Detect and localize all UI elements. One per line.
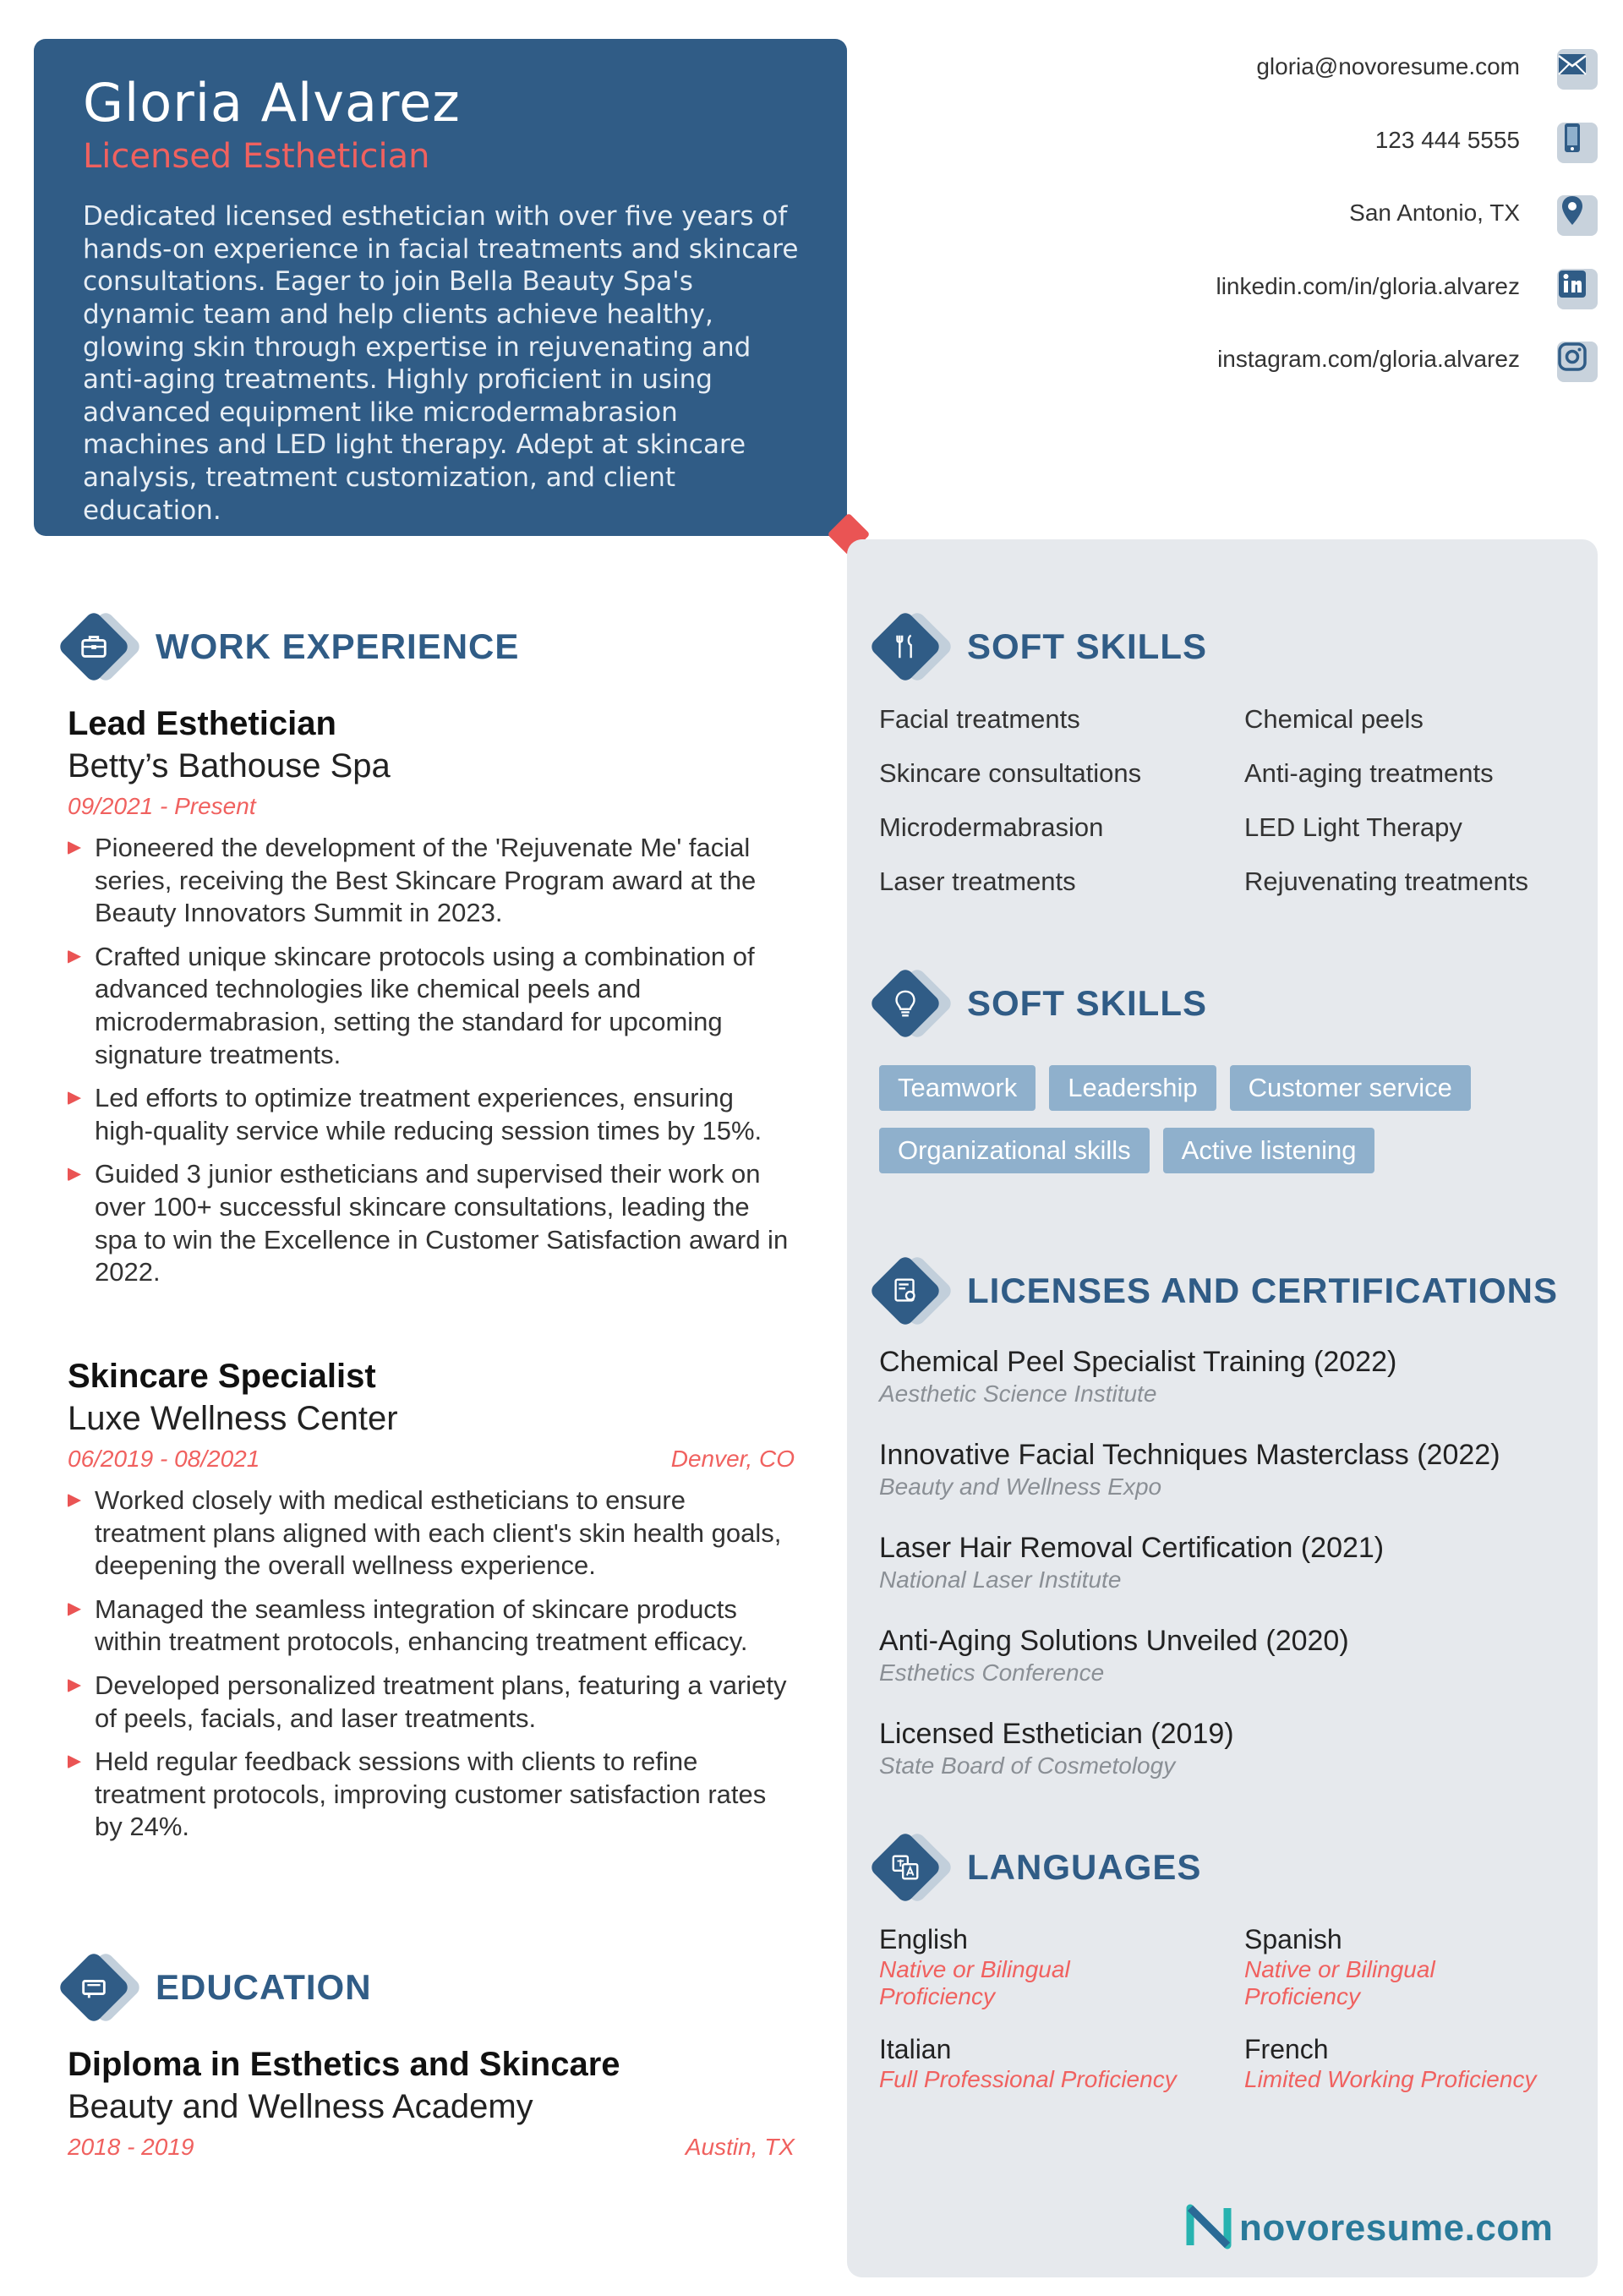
skills-heading [867,609,1207,685]
education-entry [68,2044,795,2161]
job-title: Skincare Specialist [68,1358,376,1395]
certification-name: Anti-Aging Solutions Unveiled (2020) [879,1625,1349,1657]
skills-list [879,702,1572,899]
header-card [34,39,847,536]
certifications-title: LICENSES AND CERTIFICATIONS [967,1271,1559,1310]
language-name: Italian [879,2034,952,2064]
contact-phone-text[interactable]: 123 444 5555 [1374,126,1520,153]
certifications-list [879,1344,1572,1809]
contact-email [904,30,1598,104]
job-entry-1 [68,703,795,1300]
education-degree: Diploma in Esthetics and Skincare [68,2046,620,2083]
skill-item: Laser treatments [879,866,1076,896]
candidate-name: Gloria Alvarez [83,72,461,134]
work-experience-heading [56,609,519,685]
lightbulb-icon [867,965,960,1041]
language-name: English [879,1924,968,1954]
skill-item: Microdermabrasion [879,812,1104,842]
certification-item [879,1716,1572,1780]
job-company: Betty’s Bathouse Spa [68,747,391,784]
skill-tag: Active listening [1163,1128,1375,1173]
briefcase-icon [56,609,149,685]
skill-item: Rejuvenating treatments [1244,866,1529,896]
job-bullets [68,1484,795,1844]
list-item: Held regular feedback sessions with clients to refine treatment protocols, improving customer satisfaction rates by 24%. [68,1746,795,1844]
skill-tag: Teamwork [879,1065,1036,1111]
phone-icon [1552,118,1598,163]
language-level: Full Professional Proficiency [879,2066,1177,2092]
certifications-heading [867,1253,1558,1329]
list-item: Led efforts to optimize treatment experiences, ensuring high-quality service while reducing session times by 15%. [68,1082,795,1147]
list-item: Worked closely with medical estheticians to ensure treatment plans aligned with each client's skin health goals, deepening the overall wellness experience. [68,1484,795,1583]
certification-item [879,1437,1572,1501]
contact-linkedin-text[interactable]: linkedin.com/in/gloria.alvarez [1216,272,1520,299]
translate-icon [867,1829,960,1905]
list-item: Guided 3 junior estheticians and supervised their work on over 100+ successful skincare consultations, leading the spa to win the Excellence in Customer Satisfaction award in 2022. [68,1158,795,1288]
job-dates: 09/2021 - Present [68,793,256,819]
certification-item [879,1530,1572,1594]
education-title: EDUCATION [156,1967,372,2007]
skill-tag: Organizational skills [879,1128,1150,1173]
list-item: Developed personalized treatment plans, featuring a variety of peels, facials, and laser treatments. [68,1670,795,1735]
skills-title: SOFT SKILLS [967,626,1207,666]
certification-name: Innovative Facial Techniques Masterclass (2022) [879,1439,1500,1471]
certification-issuer: Esthetics Conference [879,1659,1105,1686]
certification-item [879,1344,1572,1408]
contact-location-text: San Antonio, TX [1349,200,1520,227]
language-level: Native or Bilingual Proficiency [1244,1956,1435,2009]
skill-item: Facial treatments [879,704,1080,734]
certificate-icon [867,1253,960,1329]
languages-list [879,1922,1581,2093]
contact-email-text[interactable]: gloria@novoresume.com [1256,53,1520,80]
certification-issuer: Aesthetic Science Institute [879,1380,1157,1407]
certification-item [879,1623,1572,1687]
skill-item: LED Light Therapy [1244,812,1462,842]
skill-tag: Leadership [1049,1065,1216,1111]
language-name: Spanish [1244,1924,1342,1954]
linkedin-icon [1552,264,1598,309]
graduation-cap-icon [56,1949,149,2025]
location-icon [1552,190,1598,236]
education-meta [68,2134,795,2161]
contact-list [904,30,1598,396]
soft-skills-tags [879,1065,1572,1173]
profile-summary: Dedicated licensed esthetician with over five years of hands-on experience in facial treatments and skincare consultations. Eager to join Bella Beauty Spa's dynamic team and help clients achieve healthy, glowing skin through expertise in rejuvenating and anti-aging treatments. Highly proficient in using advanced equipment like microdermabrasion machines and LED light therapy. Adept at skincare analysis, treatment customization, and client education. [83,201,799,526]
tools-icon [867,609,960,685]
languages-title: LANGUAGES [967,1847,1202,1887]
certification-name: Licensed Esthetician (2019) [879,1718,1234,1750]
education-school: Beauty and Wellness Academy [68,2088,533,2125]
contact-instagram-text[interactable]: instagram.com/gloria.alvarez [1217,346,1520,373]
soft-skills-heading [867,965,1207,1041]
certification-issuer: National Laser Institute [879,1566,1122,1593]
novoresume-brand[interactable] [1185,2203,1553,2254]
skill-item: Chemical peels [1244,704,1424,734]
job-meta [68,793,795,820]
novoresume-logo-icon [1185,2203,1239,2254]
skill-item: Anti-aging treatments [1244,758,1494,788]
contact-location [904,177,1598,250]
language-level: Native or Bilingual Proficiency [879,1956,1070,2009]
job-bullets [68,832,795,1289]
language-item [1244,2032,1582,2093]
job-meta [68,1446,795,1473]
job-dates: 06/2019 - 08/2021 [68,1446,260,1472]
contact-linkedin [904,250,1598,324]
skill-tag: Customer service [1230,1065,1471,1111]
email-icon [1552,44,1598,90]
languages-heading [867,1829,1201,1905]
language-level: Limited Working Proficiency [1244,2066,1537,2092]
job-title: Lead Esthetician [68,705,336,742]
education-dates: 2018 - 2019 [68,2134,194,2160]
language-item [879,2032,1244,2093]
instagram-icon [1552,336,1598,382]
soft-skills-title: SOFT SKILLS [967,983,1207,1023]
certification-issuer: State Board of Cosmetology [879,1752,1176,1779]
language-item [1244,1922,1582,2010]
job-entry-2 [68,1356,795,1855]
job-location: Denver, CO [670,1446,795,1472]
list-item: Pioneered the development of the 'Rejuvenate Me' facial series, receiving the Best Skincare Program award at the Beauty Innovators Summit in 2023. [68,832,795,930]
language-name: French [1244,2034,1329,2064]
certification-name: Chemical Peel Specialist Training (2022) [879,1346,1397,1378]
contact-instagram [904,323,1598,396]
list-item: Crafted unique skincare protocols using a combination of advanced technologies like chemical peels and microdermabrasion, setting the standard for upcoming signature treatments. [68,941,795,1071]
job-company: Luxe Wellness Center [68,1400,398,1437]
candidate-title: Licensed Esthetician [83,137,430,177]
brand-text: novoresume.com [1239,2207,1554,2249]
language-item [879,1922,1244,2010]
work-experience-title: WORK EXPERIENCE [156,626,520,666]
education-location: Austin, TX [685,2134,795,2160]
certification-issuer: Beauty and Wellness Expo [879,1473,1162,1500]
education-heading [56,1949,372,2025]
certification-name: Laser Hair Removal Certification (2021) [879,1532,1385,1564]
contact-phone [904,104,1598,178]
list-item: Managed the seamless integration of skincare products within treatment protocols, enhancing treatment efficacy. [68,1594,795,1659]
skill-item: Skincare consultations [879,758,1142,788]
